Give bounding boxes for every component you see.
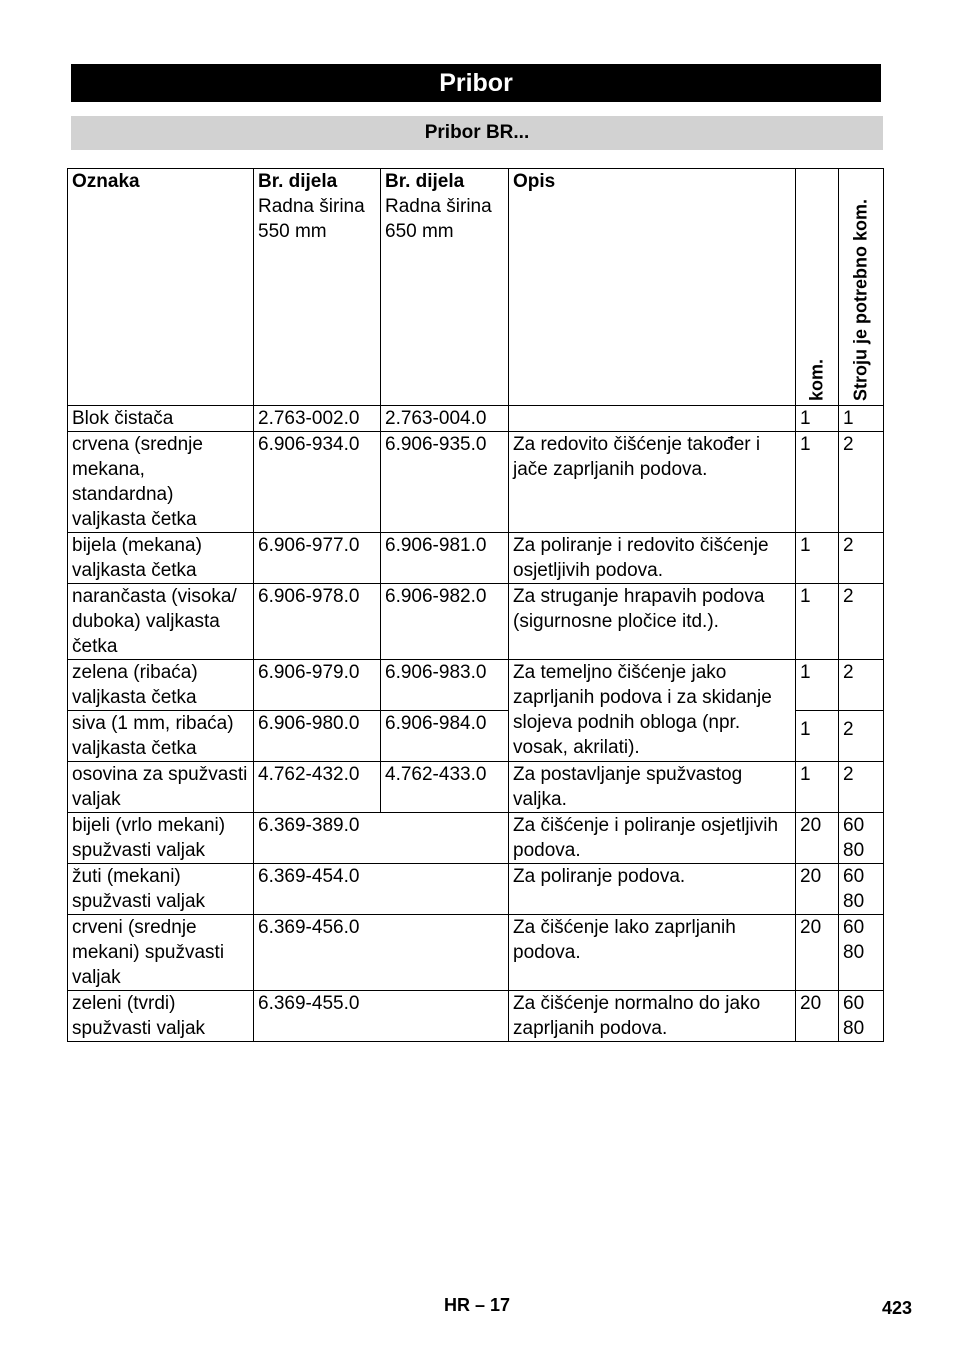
cell-potrebno: 2 xyxy=(839,711,884,762)
table-row xyxy=(68,813,884,864)
cell-part-550: 6.906-934.0 xyxy=(254,432,381,533)
cell-oznaka: narančasta (visoka/ duboka) valjkasta četka xyxy=(68,584,254,660)
cell-potrebno: 60 80 xyxy=(839,915,884,991)
cell-part-650: 6.906-982.0 xyxy=(381,584,509,660)
cell-part-550: 6.906-980.0 xyxy=(254,711,381,762)
cell-oznaka: siva (1 mm, ribaća) valjkasta četka xyxy=(68,711,254,762)
cell-oznaka: crveni (srednje mekani) spužvasti valjak xyxy=(68,915,254,991)
cell-oznaka: zeleni (tvrdi) spužvasti valjak xyxy=(68,991,254,1042)
cell-potrebno: 1 xyxy=(839,406,884,432)
cell-kom: 1 xyxy=(796,660,839,711)
cell-kom: 20 xyxy=(796,813,839,864)
cell-potrebno: 2 xyxy=(839,762,884,813)
header-part-550: Br. dijela Radna širina 550 mm xyxy=(254,169,381,406)
cell-part-650: 6.906-983.0 xyxy=(381,660,509,711)
cell-oznaka: osovina za spužvasti valjak xyxy=(68,762,254,813)
cell-potrebno: 2 xyxy=(839,660,884,711)
cell-oznaka: žuti (mekani) spužvasti valjak xyxy=(68,864,254,915)
cell-part-550: 6.906-977.0 xyxy=(254,533,381,584)
table-row xyxy=(68,991,884,1042)
table-row xyxy=(68,915,884,991)
cell-opis: Za poliranje i redovito čišćenje osjetljivih podova. xyxy=(509,533,796,584)
cell-kom: 1 xyxy=(796,406,839,432)
table-row xyxy=(68,406,884,432)
cell-part-650: 2.763-004.0 xyxy=(381,406,509,432)
header-oznaka: Oznaka xyxy=(68,169,254,406)
cell-opis: Za čišćenje lako zaprljanih podova. xyxy=(509,915,796,991)
cell-part-550: 6.369-456.0 xyxy=(254,915,509,991)
header-kom: kom. xyxy=(796,169,839,406)
cell-part-550: 6.906-979.0 xyxy=(254,660,381,711)
cell-oznaka: crvena (srednje mekana, standardna) valjkasta četka xyxy=(68,432,254,533)
cell-part-650: 4.762-433.0 xyxy=(381,762,509,813)
cell-oznaka: bijeli (vrlo mekani) spužvasti valjak xyxy=(68,813,254,864)
cell-kom: 1 xyxy=(796,711,839,762)
footer-section-label: HR – 17 xyxy=(443,1295,511,1315)
cell-kom: 1 xyxy=(796,584,839,660)
cell-potrebno: 60 80 xyxy=(839,864,884,915)
accessories-table xyxy=(67,168,884,1042)
cell-oznaka: Blok čistača xyxy=(68,406,254,432)
header-opis: Opis xyxy=(509,169,796,406)
cell-opis: Za čišćenje normalno do jako zaprljanih podova. xyxy=(509,991,796,1042)
cell-opis: Za struganje hrapavih podova (sigurnosne pločice itd.). xyxy=(509,584,796,660)
cell-potrebno: 2 xyxy=(839,432,884,533)
cell-part-650: 6.906-935.0 xyxy=(381,432,509,533)
table-row xyxy=(68,864,884,915)
cell-potrebno: 60 80 xyxy=(839,991,884,1042)
cell-kom: 1 xyxy=(796,533,839,584)
cell-potrebno: 2 xyxy=(839,584,884,660)
cell-oznaka: bijela (mekana) valjkasta četka xyxy=(68,533,254,584)
section-title: Pribor BR... xyxy=(71,116,883,150)
table-row xyxy=(68,533,884,584)
cell-kom: 20 xyxy=(796,864,839,915)
cell-opis: Za temeljno čišćenje jako zaprljanih podova i za skidanje slojeva podnih obloga (npr. vosak, akrilati). xyxy=(509,660,796,762)
cell-kom: 1 xyxy=(796,762,839,813)
cell-part-650: 6.906-984.0 xyxy=(381,711,509,762)
header-part-650: Br. dijela Radna širina 650 mm xyxy=(381,169,509,406)
table-header-row xyxy=(68,169,884,406)
table-row xyxy=(68,762,884,813)
cell-part-550: 6.369-454.0 xyxy=(254,864,509,915)
cell-kom: 1 xyxy=(796,432,839,533)
cell-part-550: 6.369-455.0 xyxy=(254,991,509,1042)
cell-potrebno: 2 xyxy=(839,533,884,584)
cell-part-550: 2.763-002.0 xyxy=(254,406,381,432)
cell-opis xyxy=(509,406,796,432)
cell-opis: Za redovito čišćenje također i jače zaprljanih podova. xyxy=(509,432,796,533)
cell-opis: Za postavljanje spužvastog valjka. xyxy=(509,762,796,813)
cell-opis: Za poliranje podova. xyxy=(509,864,796,915)
cell-part-550: 6.906-978.0 xyxy=(254,584,381,660)
cell-part-650: 6.906-981.0 xyxy=(381,533,509,584)
cell-part-550: 4.762-432.0 xyxy=(254,762,381,813)
cell-opis: Za čišćenje i poliranje osjetljivih podova. xyxy=(509,813,796,864)
cell-kom: 20 xyxy=(796,915,839,991)
table-row xyxy=(68,432,884,533)
header-stroju: Stroju je potrebno kom. xyxy=(839,169,884,406)
page-number: 423 xyxy=(881,1298,912,1318)
cell-potrebno: 60 80 xyxy=(839,813,884,864)
table-row xyxy=(68,660,884,711)
cell-kom: 20 xyxy=(796,991,839,1042)
table-row xyxy=(68,584,884,660)
cell-oznaka: zelena (ribaća) valjkasta četka xyxy=(68,660,254,711)
cell-part-550: 6.369-389.0 xyxy=(254,813,509,864)
page-title: Pribor xyxy=(71,64,881,102)
